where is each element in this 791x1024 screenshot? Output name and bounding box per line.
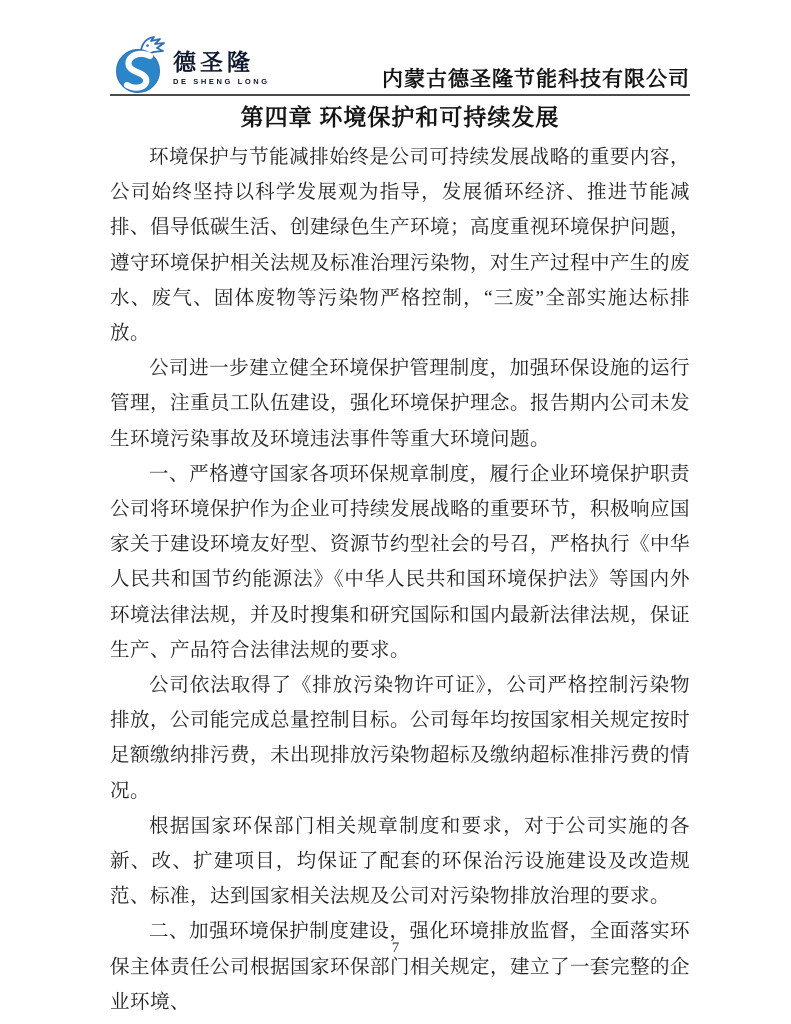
paragraph-5: 根据国家环保部门相关规章制度和要求，对于公司实施的各新、改、扩建项目，均保证了配套的环保治污设施建设及改造规范、标准，达到国家相关法规及公司对污染物排放治理的要求。 [110,815,690,908]
company-name: 内蒙古德圣隆节能科技有限公司 [382,67,690,91]
chapter-title: 第四章 环境保护和可持续发展 [240,105,560,130]
logo-en-label: DE SHENG LONG [173,77,270,86]
page-number: 7 [391,940,400,956]
logo-cn-label: 德圣隆 [173,49,254,75]
dragon-logo-icon [114,34,168,94]
paragraph-2: 公司进一步建立健全环境保护管理制度，加强环保设施的运行管理，注重员工队伍建设，强化环境保护理念。报告期内公司未发生环境污染事故及环境违法事件等重大环境问题。 [110,358,691,450]
company-logo [114,34,270,94]
document-body [110,140,690,1020]
paragraph-3: 一、严格遵守国家各项环保规章制度，履行企业环境保护职责公司将环境保护作为企业可持续发展战略的重要环节，积极响应国家关于建设环境友好型、资源节约型社会的号召，严格执行《中华人民共和国节约能源法》《中华人民共和国环境保护法》等国内外环境法律法规，并及时搜集和研究国际和国内最新法律法规，保证生产、产品符合法律法规的要求。 [110,463,691,661]
paragraph-1: 环境保护与节能减排始终是公司可持续发展战略的重要内容，公司始终坚持以科学发展观为指导，发展循环经济、推进节能减排、倡导低碳生活、创建绿色生产环境；高度重视环境保护问题，遵守环境保护相关法规及标准治理污染物，对生产过程中产生的废水、废气、固体废物等污染物严格控制，“三废”全部实施达标排放。 [110,147,691,345]
logo-text [173,51,270,86]
header-divider [110,94,690,96]
paragraph-6: 二、加强环境保护制度建设，强化环境排放监督，全面落实环保主体责任公司根据国家环保部门相关规定，建立了一套完整的企业环境、 [110,921,691,1013]
paragraph-4: 公司依法取得了《排放污染物许可证》，公司严格控制污染物排放，公司能完成总量控制目标。公司每年均按国家相关规定按时足额缴纳排污费，未出现排放污染物超标及缴纳超标准排污费的情况。 [110,675,691,802]
